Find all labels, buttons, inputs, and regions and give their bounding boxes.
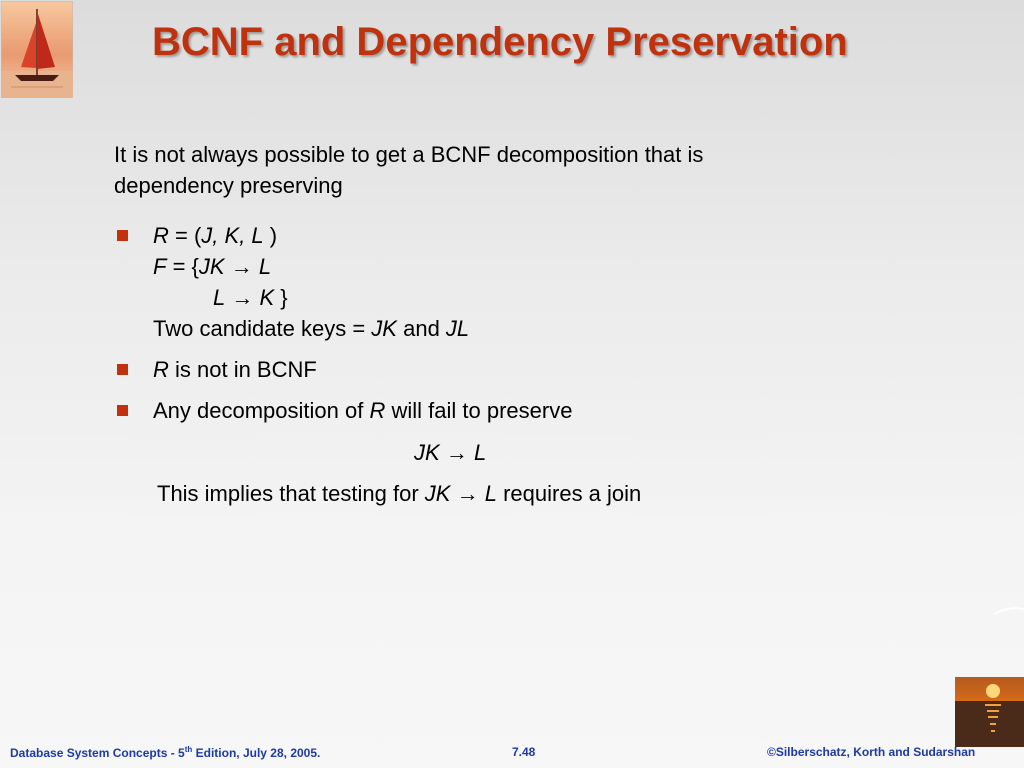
fd-set-line1: F = {JK → L [153, 254, 272, 279]
arrow-icon: → [445, 440, 468, 465]
preserved-fd: JK → L [414, 440, 487, 465]
bullet-marker [117, 405, 128, 416]
candidate-keys: Two candidate keys = JK and JL [153, 316, 470, 341]
decomposition-statement: Any decomposition of R will fail to preserve [153, 398, 573, 423]
footer-page-number: 7.48 [512, 745, 536, 759]
relation-name: R [153, 223, 169, 248]
arrow-icon: → [231, 285, 254, 310]
slide-title: BCNF and Dependency Preservation [152, 20, 848, 64]
footer-copyright: ©Silberschatz, Korth and Sudarshan [767, 745, 976, 759]
bullet-marker [117, 230, 128, 241]
bullet-marker [117, 364, 128, 375]
intro-paragraph [114, 139, 834, 201]
sunset-icon [955, 677, 1024, 747]
arrow-icon: → [230, 254, 253, 279]
intro-line: dependency preserving [114, 173, 343, 198]
footer-edition: Database System Concepts - 5th Edition, July 28, 2005. [10, 745, 321, 760]
join-implication: This implies that testing for JK → L requires a join [157, 481, 642, 506]
decorative-swash [994, 606, 1024, 616]
sailboat-icon [1, 1, 73, 98]
relation-definition: R = (J, K, L ) [153, 223, 278, 248]
intro-line: It is not always possible to get a BCNF decomposition that is [114, 142, 704, 167]
not-bcnf-statement: R is not in BCNF [153, 357, 317, 382]
fd-set-line2: L → K } [213, 285, 288, 310]
arrow-icon: → [456, 481, 479, 506]
